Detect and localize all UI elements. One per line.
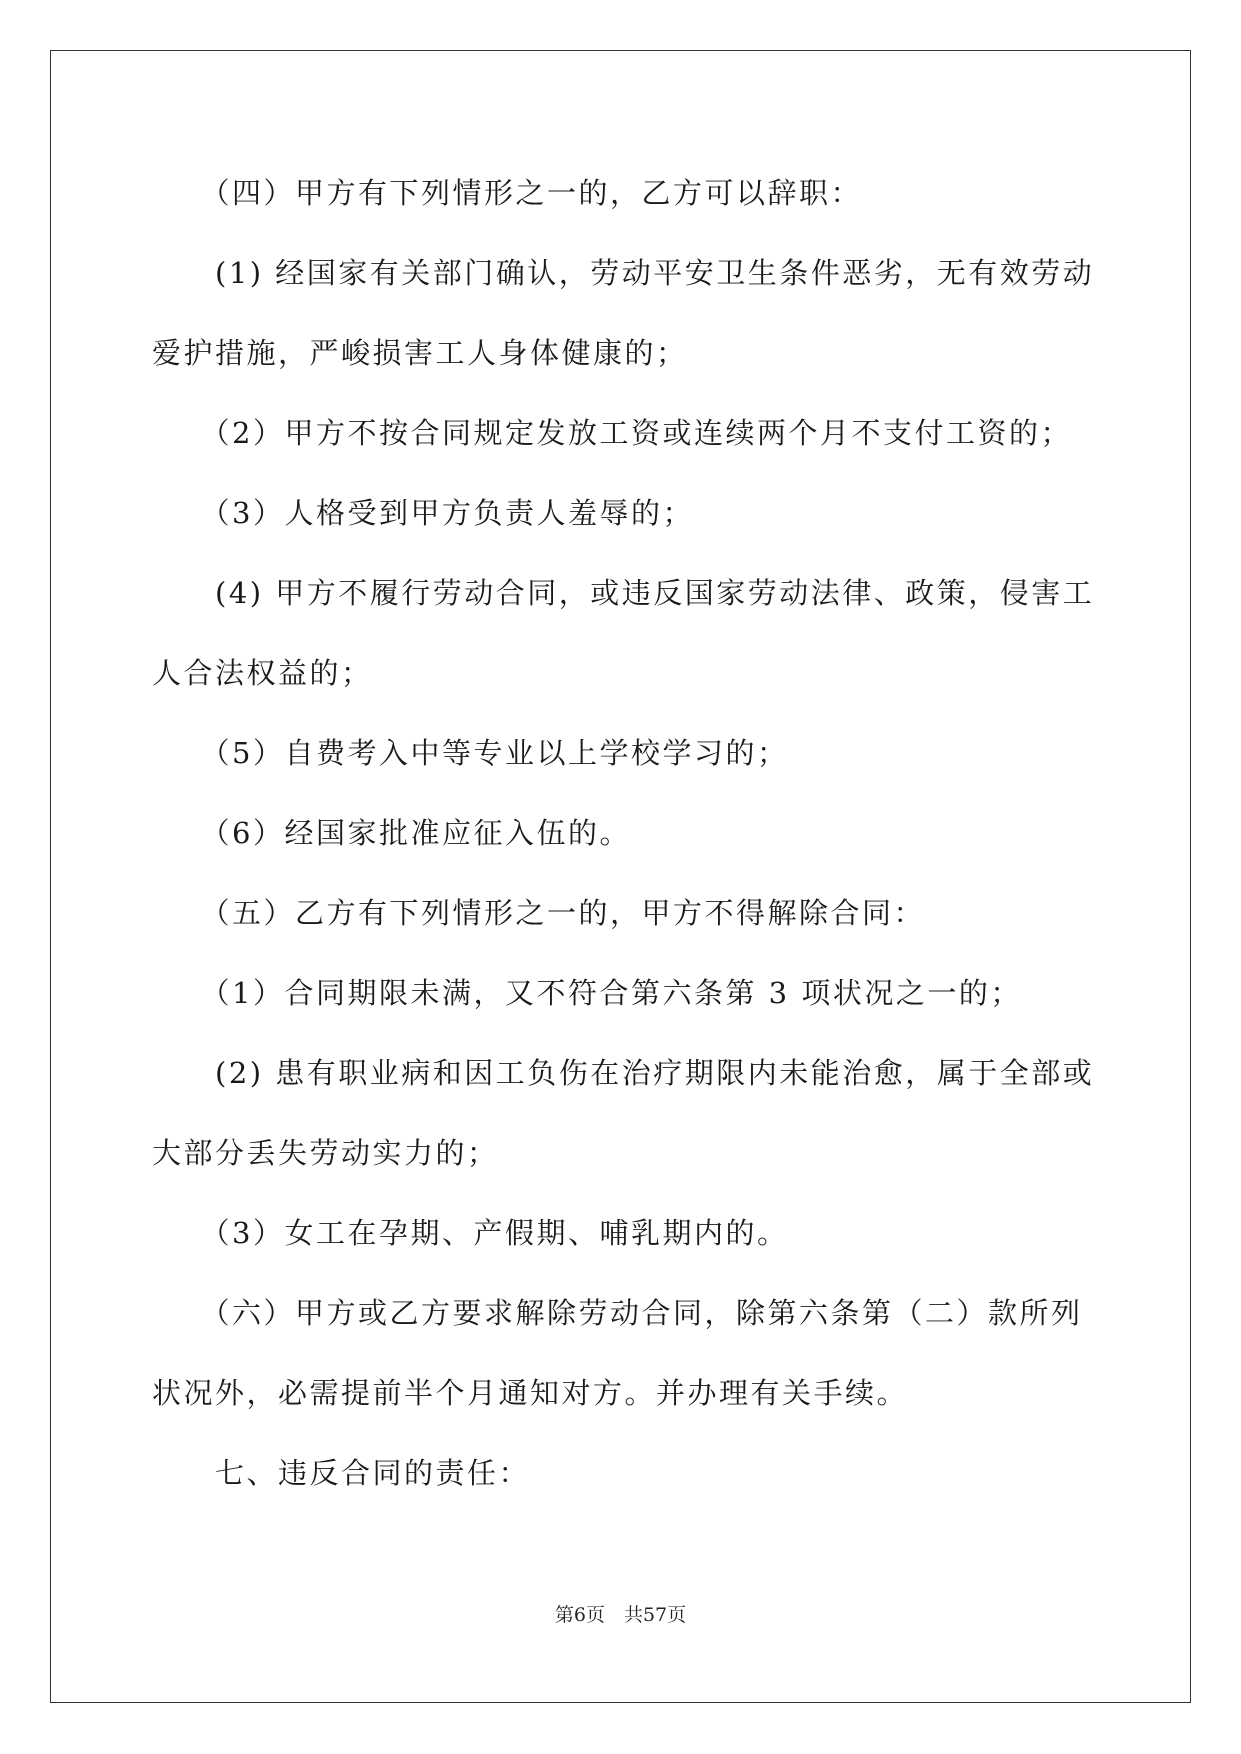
paragraph-line: 大部分丢失劳动实力的；	[152, 1136, 499, 1170]
paragraph-line: （四）甲方有下列情形之一的，乙方可以辞职：	[152, 176, 863, 210]
paragraph-line: （五）乙方有下列情形之一的，甲方不得解除合同：	[152, 896, 926, 930]
paragraph-line: 状况外，必需提前半个月通知对方。并办理有关手续。	[152, 1376, 909, 1410]
paragraph-line: (4) 甲方不履行劳动合同，或违反国家劳动法律、政策，侵害工	[152, 576, 1095, 610]
paragraph-line: （3）人格受到甲方负责人羞辱的；	[152, 496, 694, 530]
paragraph-line: 爱护措施，严峻损害工人身体健康的；	[152, 336, 688, 370]
paragraph-line: （6）经国家批准应征入伍的。	[152, 816, 631, 850]
paragraph-line: （六）甲方或乙方要求解除劳动合同，除第六条第（二）款所列	[152, 1296, 1083, 1330]
paragraph-line: (1) 经国家有关部门确认，劳动平安卫生条件恶劣，无有效劳动	[152, 256, 1095, 290]
paragraph-line: 七、违反合同的责任：	[152, 1456, 531, 1490]
paragraph-line: （3）女工在孕期、产假期、哺乳期内的。	[152, 1216, 789, 1250]
page-number-footer: 第6页 共57页	[554, 1604, 687, 1626]
paragraph-line: （5）自费考入中等专业以上学校学习的；	[152, 736, 789, 770]
paragraph-line: (2) 患有职业病和因工负伤在治疗期限内未能治愈，属于全部或	[152, 1056, 1095, 1090]
paragraph-line: 人合法权益的；	[152, 656, 373, 690]
paragraph-line: （1）合同期限未满，又不符合第六条第 3 项状况之一的；	[152, 976, 1022, 1010]
paragraph-line: （2）甲方不按合同规定发放工资或连续两个月不支付工资的；	[152, 416, 1072, 450]
